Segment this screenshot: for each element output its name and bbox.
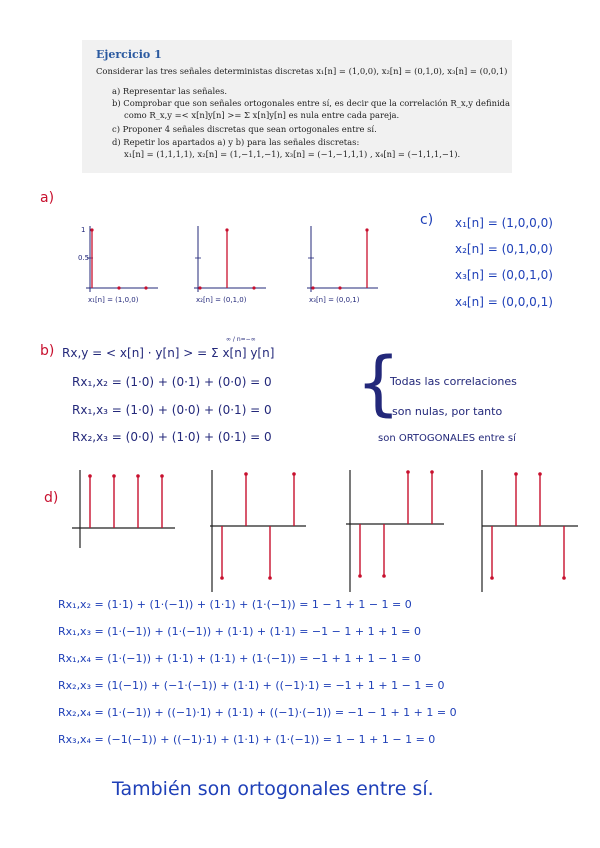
b-curly-brace: { <box>356 342 401 424</box>
plot-a1-ytick-1: 1 <box>81 226 86 234</box>
plot-d2-point <box>220 576 224 580</box>
plot-d3-point <box>382 574 386 578</box>
d-line-3: Rx₁,x₄ = (1·(−1)) + (1·1) + (1·1) + (1·(−1)) = −1 + 1 + 1 − 1 = 0 <box>58 652 421 665</box>
b-sum-limits: ∞ / n=−∞ <box>226 336 256 343</box>
problem-item-b2: como R_x,y =< x[n]y[n] >= Σ x[n]y[n] es nula entre cada pareja. <box>124 110 400 120</box>
d-line-5: Rx₂,x₄ = (1·(−1)) + ((−1)·1) + (1·1) + ((−1)·(−1)) = −1 − 1 + 1 + 1 = 0 <box>58 706 457 719</box>
plot-d2-point <box>244 472 248 476</box>
plot-d4-point <box>538 472 542 476</box>
c-line-3: x₃[n] = (0,0,1,0) <box>455 268 553 282</box>
problem-item-d2: x₁[n] = (1,1,1,1), x₂[n] = (1,−1,1,−1), x₃[n] = (−1,−1,1,1) , x₄[n] = (−1,1,1,−1). <box>124 149 461 159</box>
b-note-1: Todas las correlaciones <box>390 375 517 388</box>
section-b-label: b) <box>40 343 55 359</box>
plot-a1-ytick-half: 0.5 <box>78 254 90 262</box>
b-line-3: Rx₂,x₃ = (0·0) + (1·0) + (0·1) = 0 <box>72 430 272 444</box>
plot-d2-point <box>292 472 296 476</box>
plot-d4-point <box>490 576 494 580</box>
c-line-2: x₂[n] = (0,1,0,0) <box>455 242 553 256</box>
plot-d1-point <box>88 474 92 478</box>
d-line-1: Rx₁,x₂ = (1·1) + (1·(−1)) + (1·1) + (1·(−1)) = 1 − 1 + 1 − 1 = 0 <box>58 598 412 611</box>
plot-d1-point <box>112 474 116 478</box>
d-line-6: Rx₃,x₄ = (−1(−1)) + ((−1)·1) + (1·1) + (1·(−1)) = 1 − 1 + 1 − 1 = 0 <box>58 733 436 746</box>
plot-d3-point <box>430 470 434 474</box>
plot-d4-point <box>514 472 518 476</box>
problem-item-a: a) Representar las señales. <box>112 86 228 96</box>
section-c-label: c) <box>420 212 434 228</box>
problem-title: Ejercicio 1 <box>96 48 162 61</box>
problem-item-b1: b) Comprobar que son señales ortogonales entre sí, es decir que la correlación R_x,y definida <box>112 98 511 108</box>
plot-d3-point <box>406 470 410 474</box>
d-conclusion: También son ortogonales entre sí. <box>112 778 434 800</box>
problem-item-d1: d) Repetir los apartados a) y b) para las señales discretas: <box>112 137 360 147</box>
plot-a2-caption: x₂[n] = (0,1,0) <box>196 296 247 304</box>
problem-item-c: c) Proponer 4 señales discretas que sean ortogonales entre sí. <box>112 124 377 134</box>
c-line-4: x₄[n] = (0,0,0,1) <box>455 295 553 309</box>
c-line-1: x₁[n] = (1,0,0,0) <box>455 216 553 230</box>
b-line-1: Rx₁,x₂ = (1·0) + (0·1) + (0·0) = 0 <box>72 375 272 389</box>
problem-intro: Considerar las tres señales deterministas discretas x₁[n] = (1,0,0), x₂[n] = (0,1,0), x₃[n] = (0,0,1) <box>96 66 508 76</box>
plot-d3-point <box>358 574 362 578</box>
section-a-label: a) <box>40 190 55 206</box>
b-note-2: son nulas, por tanto <box>392 405 503 418</box>
plot-d4-point <box>562 576 566 580</box>
plot-a3-caption: x₃[n] = (0,0,1) <box>309 296 360 304</box>
plot-d2-point <box>268 576 272 580</box>
d-line-2: Rx₁,x₃ = (1·(−1)) + (1·(−1)) + (1·1) + (1·1) = −1 − 1 + 1 + 1 = 0 <box>58 625 421 638</box>
d-line-4: Rx₂,x₃ = (1(−1)) + (−1·(−1)) + (1·1) + ((−1)·1) = −1 + 1 + 1 − 1 = 0 <box>58 679 445 692</box>
plot-d1-point <box>160 474 164 478</box>
b-note-3: son ORTOGONALES entre sí <box>378 433 516 444</box>
plot-d1-point <box>136 474 140 478</box>
section-d-label: d) <box>44 490 59 506</box>
b-line-2: Rx₁,x₃ = (1·0) + (0·0) + (0·1) = 0 <box>72 403 272 417</box>
plot-a1-caption: x₁[n] = (1,0,0) <box>88 296 139 304</box>
b-definition: Rx,y = < x[n] · y[n] > = Σ x[n] y[n] <box>62 346 275 360</box>
